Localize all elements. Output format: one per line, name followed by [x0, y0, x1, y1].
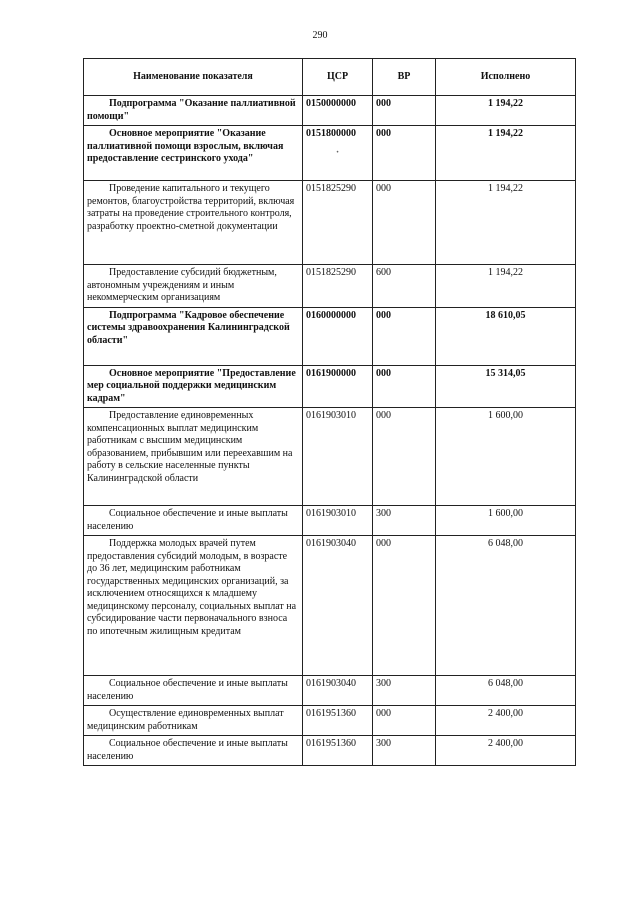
row-name: Предоставление единовременных компенсационных выплат медицинским работникам с высшим медицинским образованием, прибывшим или переехавшим на работу в сельские населенные пункты Калининградской области	[84, 408, 303, 506]
row-name: Основное мероприятие "Оказание паллиативной помощи взрослым, включая предоставление сестринского ухода"	[84, 126, 303, 181]
row-csr: 0161951360	[303, 706, 373, 736]
row-sum: 2 400,00	[436, 706, 576, 736]
row-vr: 300	[373, 676, 436, 706]
table-row	[84, 506, 576, 536]
row-sum: 1 194,22	[436, 96, 576, 126]
row-csr: 0151825290	[303, 265, 373, 308]
row-name: Осуществление единовременных выплат медицинским работникам	[84, 706, 303, 736]
header-name: Наименование показателя	[84, 59, 303, 96]
table-row	[84, 307, 576, 365]
table-row	[84, 736, 576, 766]
table-row	[84, 96, 576, 126]
row-vr: 000	[373, 536, 436, 676]
row-vr: 600	[373, 265, 436, 308]
row-vr: 000	[373, 181, 436, 265]
row-csr: 0160000000	[303, 307, 373, 365]
row-vr: 300	[373, 506, 436, 536]
scan-dot: ·	[335, 146, 340, 158]
row-csr: 0161903040	[303, 536, 373, 676]
row-sum: 1 600,00	[436, 408, 576, 506]
row-csr: 0161903010	[303, 408, 373, 506]
table-row	[84, 676, 576, 706]
row-name: Подпрограмма "Оказание паллиативной помощи"	[84, 96, 303, 126]
row-vr: 000	[373, 706, 436, 736]
row-csr: 0151825290	[303, 181, 373, 265]
row-csr	[303, 126, 373, 181]
row-sum: 15 314,05	[436, 365, 576, 408]
header-sum: Исполнено	[436, 59, 576, 96]
row-name: Подпрограмма "Кадровое обеспечение системы здравоохранения Калининградской области"	[84, 307, 303, 365]
table-row	[84, 536, 576, 676]
row-vr: 000	[373, 307, 436, 365]
row-sum: 2 400,00	[436, 736, 576, 766]
row-csr: 0161900000	[303, 365, 373, 408]
row-csr-value: 0151800000	[306, 128, 356, 139]
budget-table	[83, 58, 576, 766]
table-row	[84, 265, 576, 308]
row-vr: 000	[373, 408, 436, 506]
row-sum: 6 048,00	[436, 676, 576, 706]
table-row	[84, 181, 576, 265]
row-vr: 000	[373, 365, 436, 408]
row-sum: 1 600,00	[436, 506, 576, 536]
table-header-row	[84, 59, 576, 96]
row-name: Предоставление субсидий бюджетным, автономным учреждениям и иным некоммерческим организациям	[84, 265, 303, 308]
row-name: Проведение капитального и текущего ремонтов, благоустройства территорий, включая затраты на проведение строительного контроля, разработку проектно-сметной документации	[84, 181, 303, 265]
table-row	[84, 408, 576, 506]
row-csr: 0150000000	[303, 96, 373, 126]
header-vr: ВР	[373, 59, 436, 96]
row-vr: 000	[373, 126, 436, 181]
row-name: Социальное обеспечение и иные выплаты населению	[84, 736, 303, 766]
table-row	[84, 706, 576, 736]
row-name: Социальное обеспечение и иные выплаты населению	[84, 676, 303, 706]
row-name: Поддержка молодых врачей путем предоставления субсидий молодым, в возрасте до 36 лет, медицинским работникам государственных медицинских организаций, за исключением относящихся к младшему медицинскому персоналу, социальных выплат на субсидирование части первоначального взноса по ипотечным жилищным кредитам	[84, 536, 303, 676]
header-csr: ЦСР	[303, 59, 373, 96]
row-sum: 1 194,22	[436, 126, 576, 181]
row-sum: 18 610,05	[436, 307, 576, 365]
row-vr: 000	[373, 96, 436, 126]
table-row	[84, 126, 576, 181]
page-number: 290	[312, 30, 328, 41]
row-name: Основное мероприятие "Предоставление мер социальной поддержки медицинским кадрам"	[84, 365, 303, 408]
row-sum: 1 194,22	[436, 265, 576, 308]
row-csr: 0161951360	[303, 736, 373, 766]
row-vr: 300	[373, 736, 436, 766]
row-name: Социальное обеспечение и иные выплаты населению	[84, 506, 303, 536]
row-sum: 1 194,22	[436, 181, 576, 265]
row-sum: 6 048,00	[436, 536, 576, 676]
row-csr: 0161903010	[303, 506, 373, 536]
table-row	[84, 365, 576, 408]
row-csr: 0161903040	[303, 676, 373, 706]
